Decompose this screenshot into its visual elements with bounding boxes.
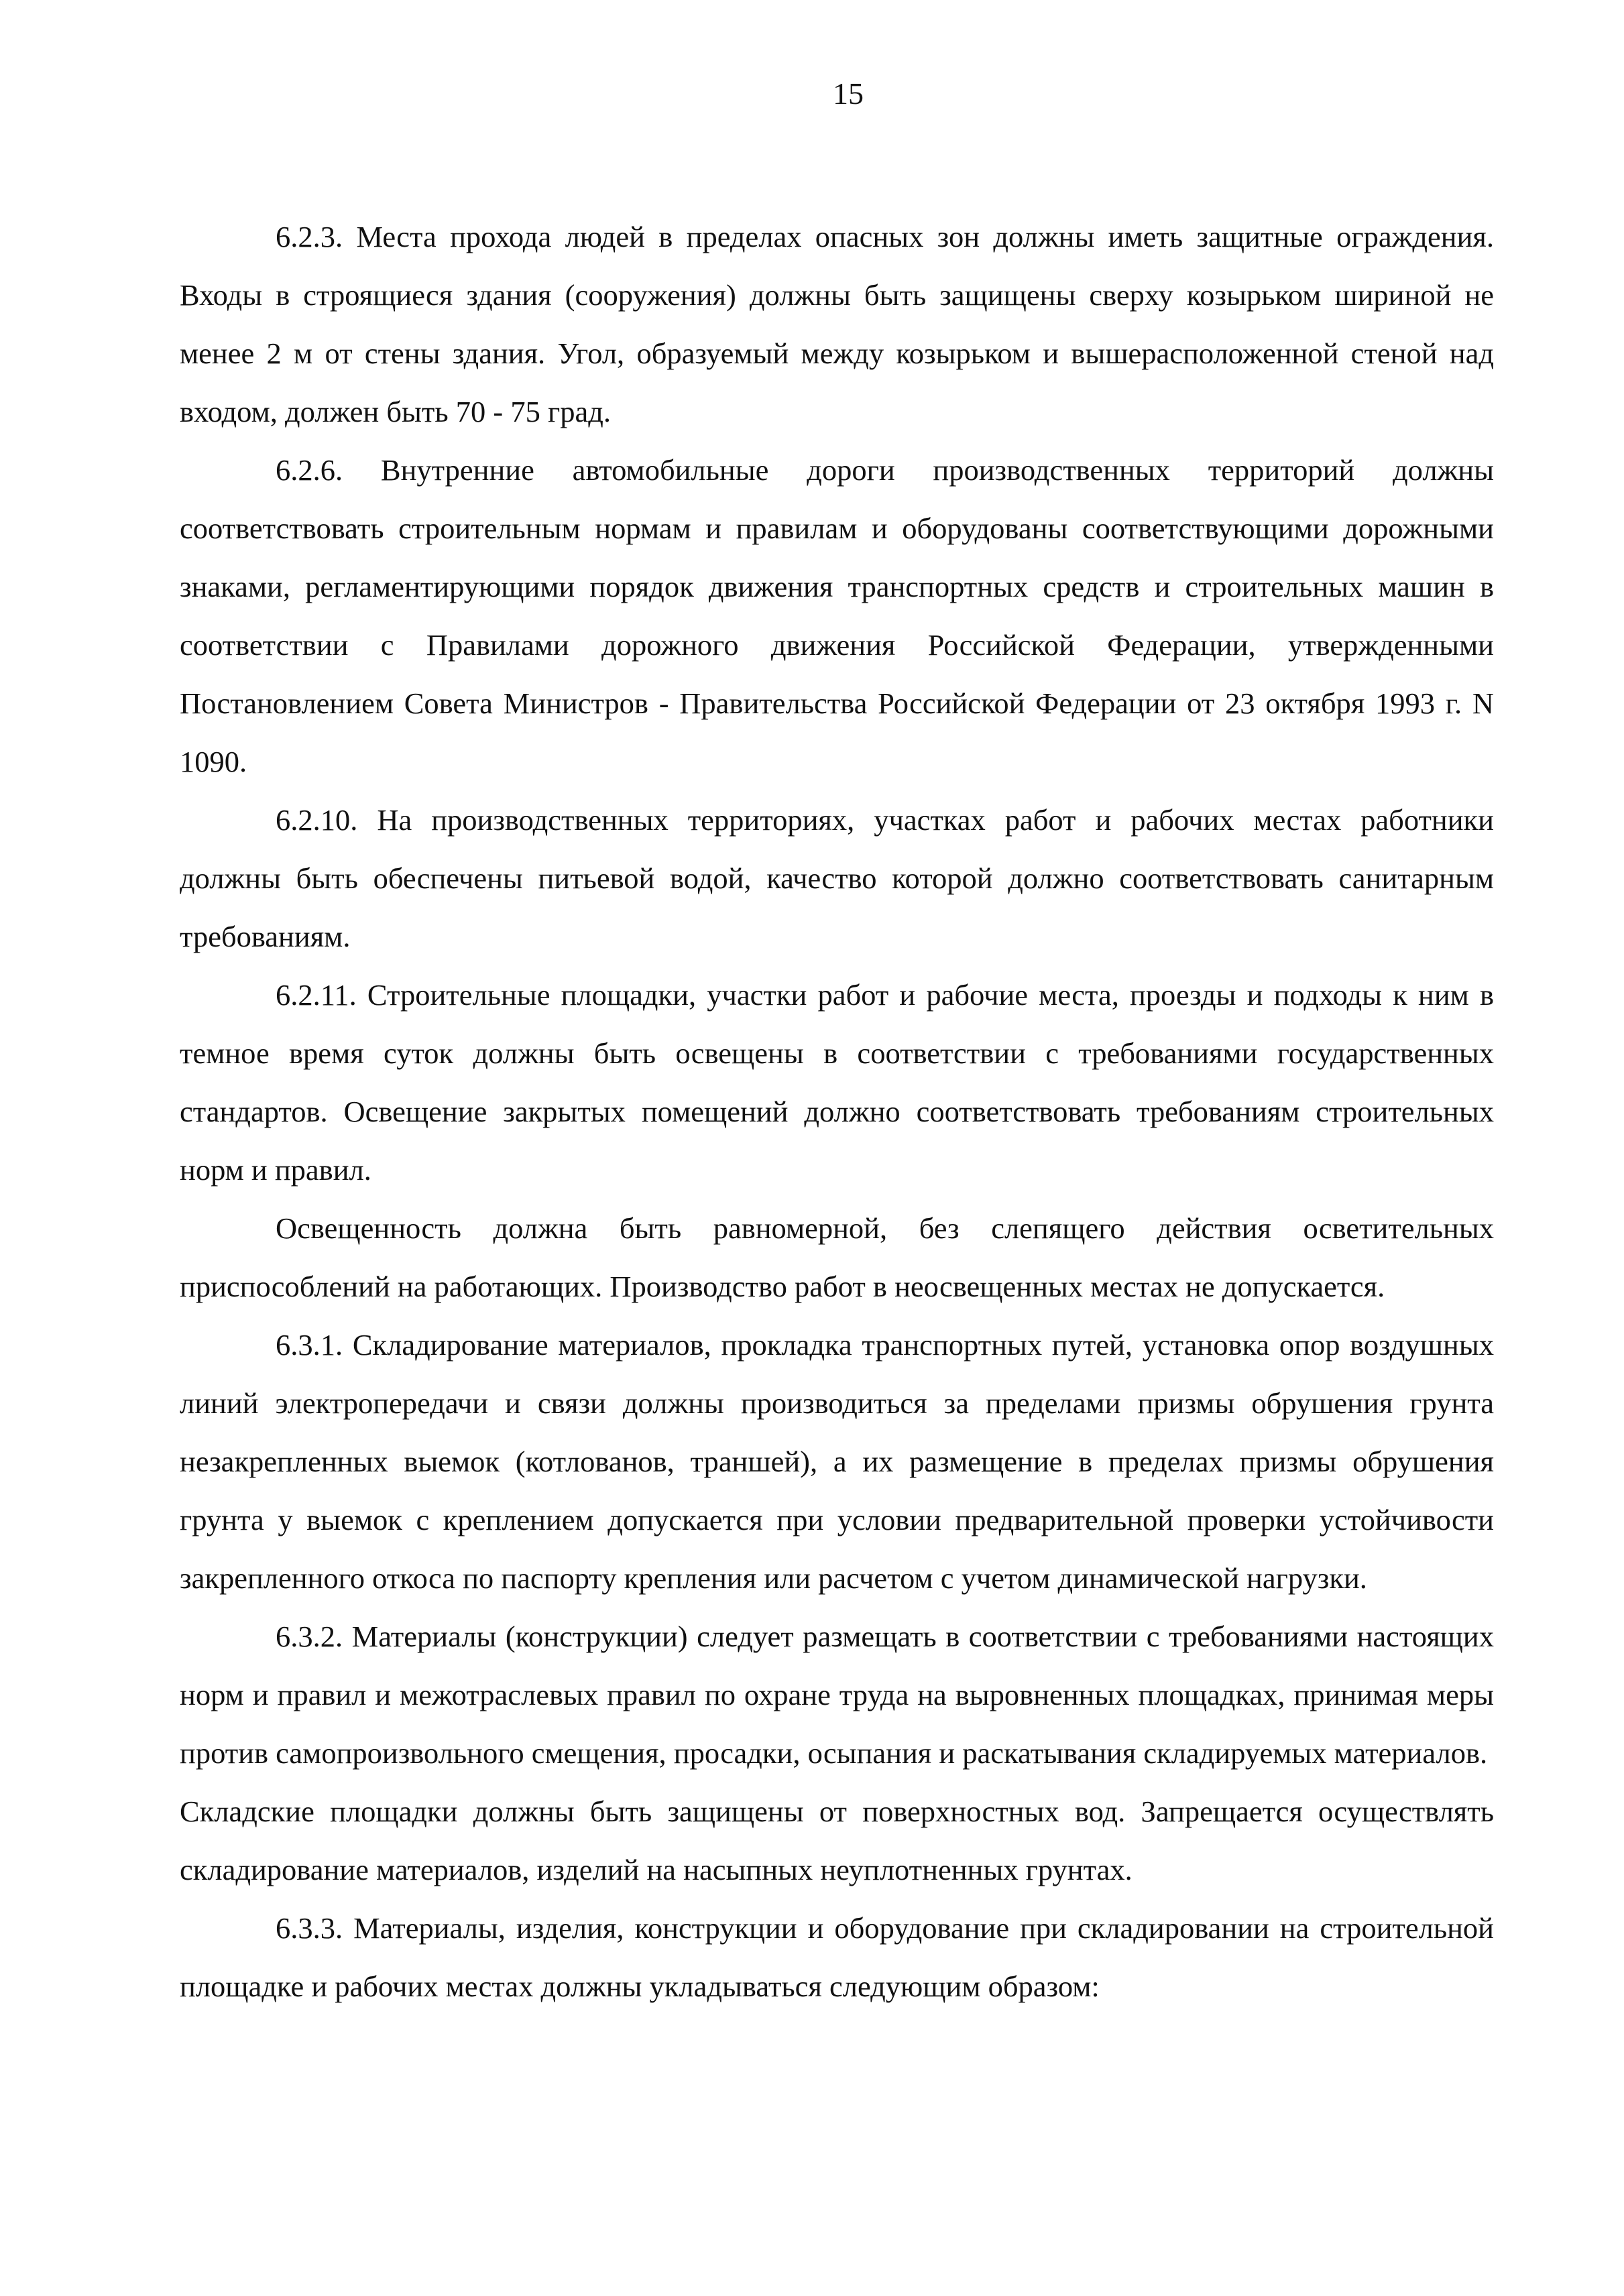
paragraph-6-3-3: 6.3.3. Материалы, изделия, конструкции и оборудование при складировании на строительной площадке и рабочих местах должны укладываться следующим образом: bbox=[180, 1911, 1494, 2003]
paragraph-6-2-6: 6.2.6. Внутренние автомобильные дороги производственных территорий должны соответствовать строительным нормам и правилам и оборудованы соответствующими дорожными знаками, регламентирующими порядок движения транспортных средств и строительных машин в соответствии с Правилами дорожного движения Российской Федерации, утвержденными Постановлением Совета Министров - Правительства Российской Федерации от 23 октября 1993 г. N 1090. bbox=[180, 453, 1494, 778]
paragraph-lighting: Освещенность должна быть равномерной, без слепящего действия осветительных приспособлений на работающих. Производство работ в неосвещенных местах не допускается. bbox=[180, 1211, 1494, 1303]
paragraph-6-3-1: 6.3.1. Складирование материалов, прокладка транспортных путей, установка опор воздушных линий электропередачи и связи должны производиться за пределами призмы обрушения грунта незакрепленных выемок (котлованов, траншей), а их размещение в пределах призмы обрушения грунта у выемок с креплением допускается при условии предварительной проверки устойчивости закрепленного откоса по паспорту крепления или расчетом с учетом динамической нагрузки. bbox=[180, 1328, 1494, 1595]
paragraph-6-3-2: 6.3.2. Материалы (конструкции) следует размещать в соответствии с требованиями настоящих норм и правил и межотраслевых правил по охране труда на выровненных площадках, принимая меры против самопроизвольного смещения, просадки, осыпания и раскатывания складируемых материалов. bbox=[180, 1620, 1494, 1770]
page-number: 15 bbox=[833, 76, 864, 111]
paragraph-storage-sites: Складские площадки должны быть защищены от поверхностных вод. Запрещается осуществлять складирование материалов, изделий на насыпных неуплотненных грунтах. bbox=[180, 1795, 1494, 1886]
paragraph-6-2-11: 6.2.11. Строительные площадки, участки работ и рабочие места, проезды и подходы к ним в темное время суток должны быть освещены в соответствии с требованиями государственных стандартов. Освещение закрытых помещений должно соответствовать требованиям строительных норм и правил. bbox=[180, 978, 1494, 1187]
paragraph-6-2-3: 6.2.3. Места прохода людей в пределах опасных зон должны иметь защитные ограждения. Входы в строящиеся здания (сооружения) должны быть защищены сверху козырьком шириной не менее 2 м от стены здания. Угол, образуемый между козырьком и вышерасположенной стеной над входом, должен быть 70 - 75 град. bbox=[180, 220, 1494, 428]
paragraph-6-2-10: 6.2.10. На производственных территориях, участках работ и рабочих местах работники должны быть обеспечены питьевой водой, качество которой должно соответствовать санитарным требованиям. bbox=[180, 803, 1494, 953]
document-body bbox=[180, 208, 1494, 2016]
